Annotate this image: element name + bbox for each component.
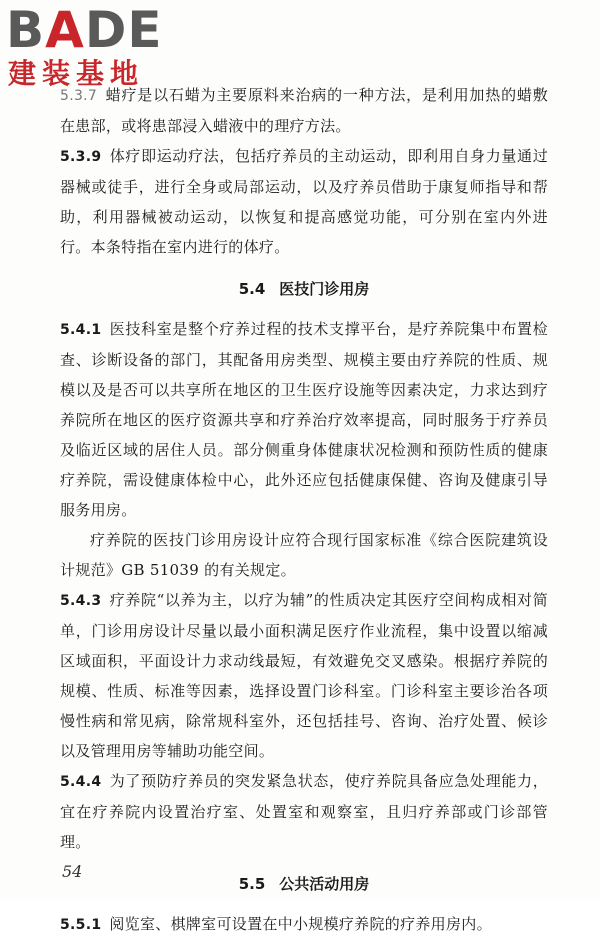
- section-heading-5-4: [60, 274, 548, 304]
- clause-number: 5.4.4: [60, 774, 102, 790]
- clause-text: 医技科室是整个疗养过程的技术支撑平台，是疗养院集中布置检查、诊断设备的部门，其配备用房类型、规模主要由疗养院的性质、规模以及是否可以共享所在地区的卫生医疗设施等因素决定，力求达到疗养院所在地区的医疗资源共享和疗养治疗效率提高，同时服务于疗养员及临近区域的居住人员。部分侧重身体健康状况检测和预防性质的健康疗养院，需设健康体检中心，此外还应包括健康保健、咨询及健康引导服务用房。: [60, 320, 548, 519]
- clause-5-5-1: [60, 909, 548, 940]
- clause-number: 5.5.1: [60, 917, 102, 933]
- page-number: 54: [62, 862, 83, 881]
- clause-text: 体疗即运动疗法，包括疗养员的主动运动，即利用自身力量通过器械或徒手，进行全身或局部运动，以及疗养员借助于康复师指导和帮助，利用器械被动运动，以恢复和提高感觉功能，可分别在室内外进行。本条特指在室内进行的体疗。: [60, 147, 548, 256]
- clause-text: 阅览室、棋牌室可设置在中小规模疗养院的疗养用房内。: [109, 915, 492, 933]
- clause-number: 5.4.3: [60, 593, 102, 609]
- clause-number: 5.3.9: [60, 149, 102, 165]
- logo-wordmark: BADE: [6, 1, 163, 59]
- clause-5-4-1: [60, 314, 548, 525]
- section-heading-5-5: [60, 869, 548, 899]
- clause-5-4-1-continued: [60, 525, 548, 585]
- clause-5-3-9: [60, 141, 548, 262]
- clause-text: 蜡疗是以石蜡为主要原料来治病的一种方法，是利用加热的蜡敷在患部，或将患部浸入蜡液中的理疗方法。: [60, 86, 548, 135]
- clause-5-4-3: [60, 585, 548, 766]
- clause-text: 疗养院的医技门诊用房设计应符合现行国家标准《综合医院建筑设计规范》GB 51039 的有关规定。: [60, 531, 548, 579]
- bade-logo: [4, 2, 184, 94]
- clause-number: 5.4.1: [60, 322, 102, 338]
- clause-text: 为了预防疗养员的突发紧急状态，使疗养院具备应急处理能力，宜在疗养院内设置治疗室、处置室和观察室，且归疗养部或门诊部管理。: [60, 772, 548, 851]
- section-number: 5.5: [238, 875, 266, 893]
- section-title: 医技门诊用房: [279, 280, 370, 298]
- clause-number: 5.3.7: [60, 88, 98, 104]
- section-title: 公共活动用房: [279, 875, 370, 893]
- clause-5-4-4: [60, 766, 548, 857]
- logo-chinese-text: 建装基地: [8, 57, 145, 90]
- section-number: 5.4: [238, 280, 266, 298]
- page-content: [60, 80, 548, 940]
- clause-text: 疗养院“以养为主，以疗为辅”的性质决定其医疗空间构成相对简单，门诊用房设计尽量以最小面积满足医疗作业流程，集中设置以缩减区域面积，平面设计力求动线最短，有效避免交叉感染。根据疗养院的规模、性质、标准等因素，选择设置门诊科室。门诊科室主要诊治各项慢性病和常见病，除常规科室外，还包括挂号、咨询、治疗处置、候诊以及管理用房等辅助功能空间。: [60, 591, 548, 760]
